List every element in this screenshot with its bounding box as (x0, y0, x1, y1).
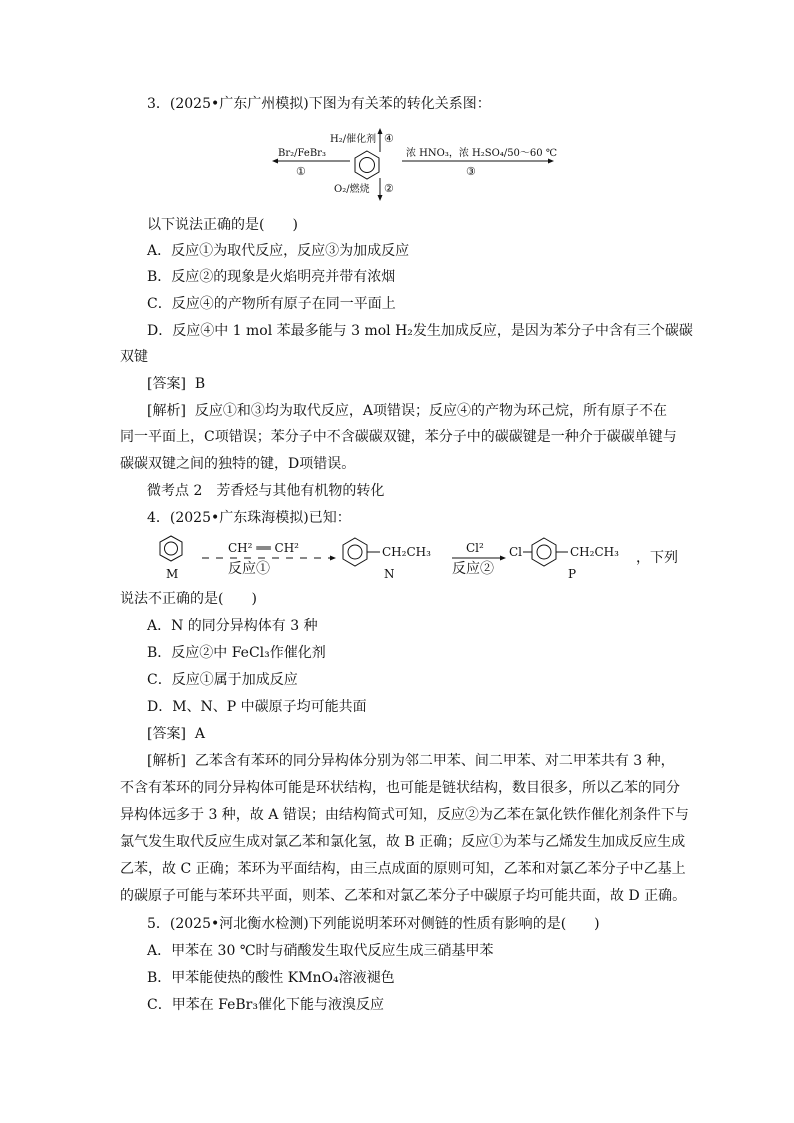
q3-answer-line (147, 374, 205, 394)
answer-tag: [答案] (147, 376, 186, 392)
benzene-n-icon (343, 538, 367, 566)
q3-option-c: C．反应④的产物所有原子在同一平面上 (147, 296, 396, 312)
left-number: ① (296, 165, 306, 178)
analysis-tag: [解析] (147, 753, 186, 769)
reaction-2: 反应② (452, 561, 494, 577)
benzene-p-icon (532, 538, 556, 566)
benzene-m-icon (160, 536, 182, 561)
right-reagent: 浓 HNO₃，浓 H₂SO₄/50～60 ℃ (406, 148, 558, 159)
bottom-reagent: O₂/燃烧 (334, 184, 370, 195)
q3-option-d-continued: 双键 (120, 349, 148, 365)
top-reagent: H₂/催化剂 (330, 134, 377, 145)
q4-option-b: B．反应②中 FeCl₃作催化剂 (147, 645, 326, 661)
q4-answer-line (147, 724, 205, 744)
q5-option-a: A．甲苯在 30 ℃时与硝酸发生取代反应生成三硝基甲苯 (147, 943, 494, 959)
reagent-2: Cl² (466, 541, 484, 555)
left-reagent: Br₂/FeBr₃ (278, 148, 326, 159)
analysis-tag: [解析] (147, 403, 186, 419)
q4-analysis-line-2: 不含有苯环的同分异构体可能是环状结构，也可能是链状结构，数目很多，所以乙苯的同分 (120, 780, 680, 796)
q4-stem: 4．(2025•广东珠海模拟)已知： (147, 510, 351, 526)
answer-value: A (194, 726, 205, 742)
n-ethyl-group: CH₂CH₃ (382, 545, 431, 559)
q3-prompt: 以下说法正确的是( ) (147, 217, 298, 233)
label-n: N (384, 567, 395, 581)
label-p: P (568, 567, 577, 581)
reaction-1: 反应① (228, 561, 270, 577)
q4-option-a: A．N 的同分异构体有 3 种 (147, 618, 318, 634)
micro-point-heading: 微考点 2 芳香烃与其他有机物的转化 (147, 483, 385, 499)
answer-value: B (194, 376, 206, 392)
q4-analysis-line-3: 异构体远多于 3 种，故 A 错误；由结构简式可知，反应②为乙苯在氯化铁作催化剂条件下与 (120, 807, 689, 823)
q3-option-d: D．反应④中 1 mol 苯最多能与 3 mol H₂发生加成反应，是因为苯分子中含有三个碳碳 (147, 323, 693, 339)
p-ethyl-group: CH₂CH₃ (570, 545, 619, 559)
reagent-1: CH² ══ CH² (228, 541, 299, 555)
q5-option-b: B．甲苯能使热的酸性 KMnO₄溶液褪色 (147, 970, 395, 986)
analysis-text: 乙苯含有苯环的同分异构体分别为邻二甲苯、间二甲苯、对二甲苯共有 3 种， (194, 753, 675, 769)
q4-prompt: 说法不正确的是( ) (120, 591, 257, 607)
q5-option-c: C．甲苯在 FeBr₃催化下能与液溴反应 (147, 997, 384, 1013)
label-m: M (166, 567, 179, 581)
q3-analysis-line-2: 同一平面上，C项错误；苯分子中不含碳碳双键，苯分子中的碳碳键是一种介于碳碳单键与 (120, 429, 677, 445)
q4-option-d: D．M、N、P 中碳原子均可能共面 (147, 699, 367, 715)
q3-stem: 3．(2025•广东广州模拟)下图为有关苯的转化关系图： (147, 96, 491, 112)
q3-analysis-line-3: 碳碳双键之间的独特的键，D项错误。 (120, 456, 356, 472)
benzene-ring-icon (355, 151, 379, 179)
q4-analysis-line-5: 乙苯，故 C 正确；苯环为平面结构，由三点成面的原则可知，乙苯和对氯乙苯分子中乙基上 (120, 861, 686, 877)
q4-analysis-line-4: 氯气发生取代反应生成对氯乙苯和氯化氢，故 B 正确；反应①为苯与乙烯发生加成反应生成 (120, 834, 686, 850)
top-number: ④ (384, 132, 394, 145)
q4-analysis-line-1 (147, 751, 675, 771)
p-chloro: Cl (509, 545, 523, 559)
analysis-text: 反应①和③均为取代反应，A项错误；反应④的产物为环己烷，所有原子不在 (194, 403, 667, 419)
q3-analysis-line-1 (147, 401, 667, 421)
right-number: ③ (466, 165, 476, 178)
q3-option-a: A．反应①为取代反应，反应③为加成反应 (147, 243, 410, 259)
q3-option-b: B．反应②的现象是火焰明亮并带有浓烟 (147, 269, 396, 285)
q5-stem: 5．(2025•河北衡水检测)下列能说明苯环对侧链的性质有影响的是( ) (147, 916, 600, 932)
bottom-number: ② (384, 182, 394, 195)
answer-tag: [答案] (147, 726, 186, 742)
ethylbenzene-reaction-scheme (140, 532, 680, 586)
q4-analysis-line-6: 的碳原子可能与苯环共平面，则苯、乙苯和对氯乙苯分子中碳原子均可能共面，故 D 正确。 (120, 888, 687, 904)
benzene-conversion-diagram (270, 124, 560, 202)
q4-option-c: C．反应①属于加成反应 (147, 672, 298, 688)
scheme-tail: ，下列 (636, 550, 678, 566)
